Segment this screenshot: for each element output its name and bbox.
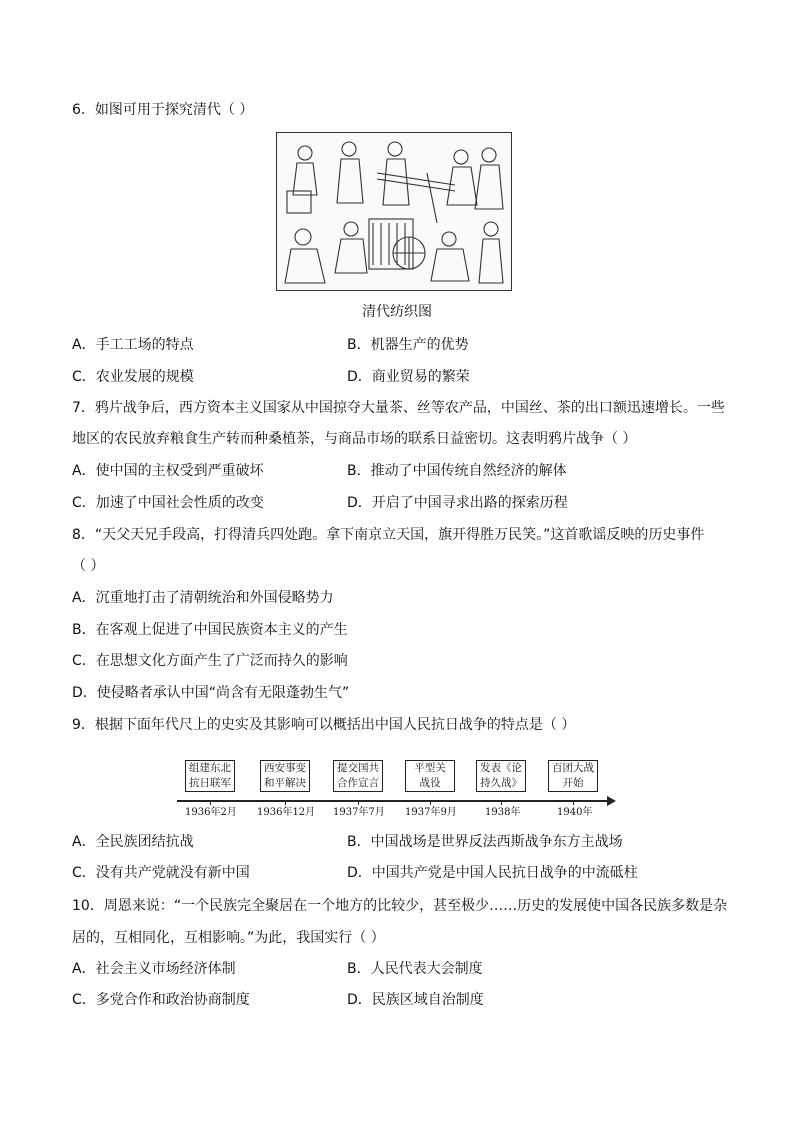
timeline-event-line: 平型关	[414, 762, 446, 774]
timeline-date: 1936年2月	[185, 807, 237, 818]
timeline-event	[333, 760, 383, 792]
timeline-event	[185, 760, 235, 792]
q7-stem-line1: 7．鸦片战争后，西方资本主义国家从中国掠夺大量茶、丝等农产品，中国丝、茶的出口额迅速增长。一些	[72, 400, 725, 416]
timeline-date: 1937年9月	[405, 807, 457, 818]
timeline-event-line: 提交国共	[337, 762, 379, 774]
q9-option-b[interactable]: B．中国战场是世界反法西斯战争东方主战场	[347, 834, 623, 850]
q7-option-c[interactable]: C．加速了中国社会性质的改变	[72, 495, 264, 511]
q7-option-b[interactable]: B．推动了中国传统自然经济的解体	[347, 463, 567, 479]
textile-illustration	[276, 132, 512, 291]
q9-option-d[interactable]: D．中国共产党是中国人民抗日战争的中流砥柱	[347, 865, 638, 881]
q7-option-a[interactable]: A．使中国的主权受到严重破坏	[72, 463, 264, 479]
q6-option-a[interactable]: A．手工工场的特点	[72, 337, 194, 353]
q10-stem-line1: 10．周恩来说：“一个民族完全聚居在一个地方的比较少，甚至极少……历史的发展使中国各民族多数是杂	[72, 898, 728, 914]
timeline-date: 1940年	[557, 807, 593, 818]
q8-option-a[interactable]: A．沉重地打击了清朝统治和外国侵略势力	[72, 590, 334, 606]
q8-option-c[interactable]: C．在思想文化方面产生了广泛而持久的影响	[72, 653, 348, 669]
q9-option-c[interactable]: C．没有共产党就没有新中国	[72, 865, 250, 881]
q10-stem-line2: 居的，互相同化，互相影响。”为此，我国实行（ ）	[72, 930, 385, 946]
timeline-date: 1936年12月	[257, 807, 316, 818]
timeline-date: 1937年7月	[333, 807, 385, 818]
timeline-event-line: 开始	[562, 777, 584, 789]
q8-option-d[interactable]: D．使侵略者承认中国“尚含有无限蓬勃生气”	[72, 685, 350, 701]
timeline-event-line: 发表《论	[480, 762, 522, 774]
timeline-event-line: 西安事变	[264, 762, 306, 774]
q6-option-d[interactable]: D．商业贸易的繁荣	[347, 369, 470, 385]
timeline-event-line: 战役	[419, 777, 441, 789]
timeline-event-line: 合作宣言	[337, 777, 379, 789]
timeline-event-line: 和平解决	[264, 777, 306, 789]
q10-option-c[interactable]: C．多党合作和政治协商制度	[72, 992, 250, 1008]
q10-option-b[interactable]: B．人民代表大会制度	[347, 961, 483, 977]
q6-option-b[interactable]: B．机器生产的优势	[347, 337, 469, 353]
timeline-event-line: 组建东北	[189, 762, 231, 774]
year-timeline	[175, 760, 620, 820]
q7-option-d[interactable]: D．开启了中国寻求出路的探索历程	[347, 495, 568, 511]
timeline-event	[260, 760, 310, 792]
q8-stem-line1: 8．“天父天兄手段高，打得清兵四处跑。拿下南京立天国，旗开得胜万民笑。”这首歌谣反映的历史事件	[72, 527, 705, 543]
timeline-event	[548, 760, 598, 792]
q8-option-b[interactable]: B．在客观上促进了中国民族资本主义的产生	[72, 622, 348, 638]
q9-stem: 9．根据下面年代尺上的史实及其影响可以概括出中国人民抗日战争的特点是（ ）	[72, 717, 576, 733]
timeline-event-line: 百团大战	[552, 762, 594, 774]
timeline-event	[405, 760, 455, 792]
timeline-axis	[177, 800, 607, 802]
q6-stem: 6．如图可用于探究清代（ ）	[72, 102, 254, 118]
q10-option-d[interactable]: D．民族区域自治制度	[347, 992, 484, 1008]
timeline-event-line: 持久战》	[480, 777, 522, 789]
timeline-event-line: 抗日联军	[189, 777, 231, 789]
q9-option-a[interactable]: A．全民族团结抗战	[72, 834, 194, 850]
timeline-date: 1938年	[485, 807, 521, 818]
q10-option-a[interactable]: A．社会主义市场经济体制	[72, 961, 236, 977]
timeline-event	[476, 760, 526, 792]
q7-stem-line2: 地区的农民放弃粮食生产转而种桑植茶，与商品市场的联系日益密切。这表明鸦片战争（ ）	[72, 431, 637, 447]
figure-caption: 清代纺织图	[362, 304, 432, 320]
q8-stem-line2: （ ）	[72, 558, 105, 574]
timeline-arrow-icon	[607, 796, 616, 806]
textile-drawing	[277, 133, 511, 290]
q6-option-c[interactable]: C．农业发展的规模	[72, 369, 194, 385]
